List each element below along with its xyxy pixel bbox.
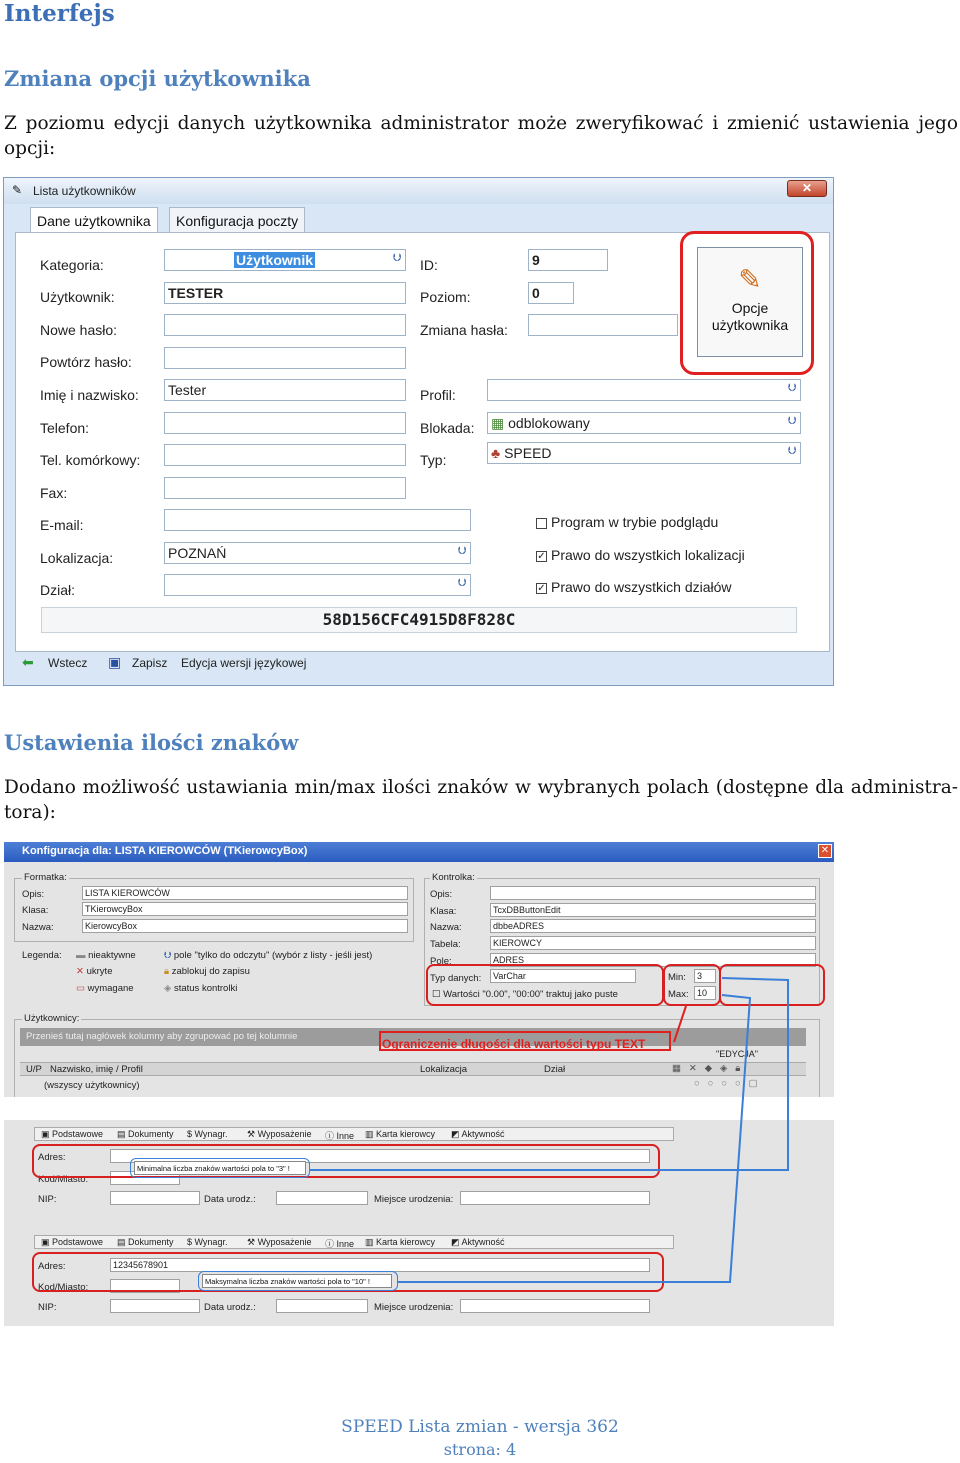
label-imie-nazwisko: Imię i nazwisko:	[40, 387, 139, 403]
tab-dokumenty[interactable]: ▤ Dokumenty	[117, 1237, 174, 1247]
poziom-field: 0	[528, 282, 574, 304]
tab-label: Dokumenty	[128, 1129, 174, 1139]
tab-label: Aktywność	[461, 1129, 505, 1139]
form2-miejsce-label: Miejsce urodzenia:	[374, 1302, 454, 1313]
label-zmiana-hasla: Zmiana hasła:	[420, 322, 508, 338]
annotation-text: Ograniczenie długości dla wartości typu TEXT	[382, 1037, 646, 1051]
user-hash: 58D156CFC4915D8F828C	[41, 607, 797, 633]
typ-danych-select[interactable]: VarChar	[490, 969, 636, 983]
id-field: 9	[528, 249, 608, 271]
powtorz-haslo-field[interactable]	[164, 347, 406, 369]
email-field[interactable]	[164, 509, 471, 531]
tab-label: Wyposażenie	[257, 1129, 312, 1139]
min-field[interactable]: 3	[694, 969, 716, 983]
kontrolka-nazwa: dbbeADRES	[490, 919, 816, 933]
form2-tooltip: Maksymalna liczba znaków wartości pola to "10" !	[202, 1274, 392, 1288]
tab-karta[interactable]: ▥ Karta kierowcy	[365, 1237, 436, 1247]
kategoria-value: Użytkownik	[236, 252, 314, 268]
label-nazwa: Nazwa:	[22, 922, 54, 933]
edit-language-button[interactable]: Edycja wersji językowej	[181, 656, 307, 670]
tab-dane-uzytkownika[interactable]: Dane użytkownika	[30, 207, 158, 234]
form2-adres-label: Adres:	[38, 1261, 66, 1272]
annotation-box	[380, 1032, 670, 1050]
label-typ-danych: Typ danych:	[430, 973, 482, 984]
tab-label: Inne	[336, 1239, 355, 1249]
readonly-icon: ⮋	[164, 950, 172, 961]
page-heading: Interfejs	[4, 0, 115, 27]
tab-aktywnosc[interactable]: ◩ Aktywność	[451, 1129, 505, 1139]
formatka-label: Formatka:	[24, 872, 67, 883]
label-nazwa: Nazwa:	[430, 922, 462, 933]
tab-label: Aktywność	[461, 1237, 505, 1247]
tab-karta[interactable]: ▥ Karta kierowcy	[365, 1129, 436, 1139]
form2-data-label: Data urodz.:	[204, 1302, 256, 1313]
tab-label: Dokumenty	[128, 1237, 174, 1247]
uzytkownicy-label: Użytkownicy:	[24, 1013, 80, 1024]
tab-wynagr[interactable]: $ Wynagr.	[187, 1237, 228, 1247]
legend-text: status kontrolki	[173, 983, 238, 994]
legend-text: wymagane	[87, 983, 134, 994]
checkbox-wartosci-label: Wartości "0.00", "00:00" traktuj jako puste	[443, 989, 618, 1000]
legenda-label: Legenda:	[22, 950, 62, 961]
checkbox-box[interactable]	[536, 518, 547, 529]
user-options-label: Opcje użytkownika	[711, 300, 789, 333]
grid-icons: ▦ ✕ ◆ ◈ 🔒︎	[672, 1063, 741, 1074]
tab-label: Wynagr.	[194, 1129, 228, 1139]
checkbox-prawo-lokalizacji[interactable]	[536, 547, 745, 563]
label-lokalizacja: Lokalizacja:	[40, 550, 114, 566]
save-icon: ▣	[108, 654, 122, 670]
tel-komorkowy-field[interactable]	[164, 444, 406, 466]
dzial-select[interactable]	[164, 574, 471, 596]
label-telefon: Telefon:	[40, 420, 90, 436]
checkbox-wartosci[interactable]: ☐ Wartości "0.00", "00:00" traktuj jako puste	[432, 989, 618, 1000]
formatka-klasa: TKierowcyBox	[82, 902, 408, 916]
checkbox-box[interactable]: ✓	[537, 582, 546, 594]
lokalizacja-select[interactable]	[164, 542, 471, 564]
window1-titlebar	[4, 178, 833, 204]
label-typ: Typ:	[420, 452, 447, 468]
section1-title: Zmiana opcji użytkownika	[4, 66, 311, 91]
label-min: Min:	[668, 972, 686, 983]
clipboard-icon: ✎	[738, 264, 762, 295]
nowe-haslo-field[interactable]	[164, 314, 406, 336]
max-field[interactable]: 10	[694, 986, 716, 1000]
close-button[interactable]: ✕	[787, 180, 827, 197]
window1-title: Lista użytkowników	[33, 184, 136, 198]
telefon-field[interactable]	[164, 412, 406, 434]
form2-kod-label: Kod/Miasto:	[38, 1282, 89, 1293]
form1-nip-label: NIP:	[38, 1194, 57, 1205]
dropdown-icon[interactable]: ⮋	[457, 545, 467, 557]
unlock-icon: ▦	[491, 415, 505, 431]
formatka-opis: LISTA KIEROWCÓW	[82, 886, 408, 900]
section2-title: Ustawienia ilości znaków	[4, 730, 299, 755]
zmiana-hasla-field[interactable]	[528, 314, 678, 336]
uzytkownik-field[interactable]: TESTER	[164, 282, 406, 304]
inactive-icon: ▬	[76, 950, 86, 961]
tab-dokumenty[interactable]: ▤ Dokumenty	[117, 1129, 174, 1139]
checkbox-label: Prawo do wszystkich działów	[551, 579, 732, 595]
col-lokalizacja[interactable]: Lokalizacja	[420, 1064, 467, 1075]
required-icon: ▭	[76, 983, 85, 994]
section2-text: Dodano możliwość ustawiania min/max ilości znaków w wybranych polach (dostępne dla administra-tora):	[4, 777, 958, 823]
tab-label: Karta kierowcy	[376, 1129, 436, 1139]
kontrolka-klasa: TcxDBButtonEdit	[490, 903, 816, 917]
tab-wynagr[interactable]: $ Wynagr.	[187, 1129, 228, 1139]
label-uzytkownik: Użytkownik:	[40, 289, 115, 305]
form1-adres-label: Adres:	[38, 1152, 66, 1163]
blokada-value: odblokowany	[508, 415, 590, 431]
fax-field[interactable]	[164, 477, 406, 499]
label-tel-komorkowy: Tel. komórkowy:	[40, 452, 141, 468]
col-up[interactable]: U/P	[26, 1064, 42, 1075]
formatka-nazwa: KierowcyBox	[82, 919, 408, 933]
legend-text: zablokuj do zapisu	[171, 966, 250, 977]
legend-text: nieaktywne	[88, 950, 136, 961]
annotation-arrows	[4, 842, 834, 1326]
checkbox-label: Prawo do wszystkich lokalizacji	[551, 547, 745, 563]
lock-icon: 🔒︎	[164, 966, 170, 977]
tab-konfiguracja-poczty[interactable]: Konfiguracja poczty	[169, 207, 305, 233]
arrow-max	[398, 995, 750, 1282]
config-window	[4, 842, 834, 1326]
users-icon: ♣	[491, 445, 501, 461]
grid-row[interactable]: (wszyscy użytkownicy)	[44, 1080, 140, 1091]
tab-wyposazenie[interactable]: ⚒ Wyposażenie	[247, 1237, 312, 1247]
arrow-annotation	[674, 1006, 686, 1042]
legend-text: pole "tylko do odczytu" (wybór z listy - jeśli jest)	[173, 950, 373, 961]
imie-nazwisko-field[interactable]: Tester	[164, 379, 406, 401]
label-blokada: Blokada:	[420, 420, 475, 436]
tab-inne[interactable]: ⓘ Inne	[325, 1131, 355, 1141]
typ-select[interactable]	[487, 442, 801, 464]
label-opis: Opis:	[430, 889, 453, 900]
label-fax: Fax:	[40, 485, 68, 501]
label-kategoria: Kategoria:	[40, 257, 104, 273]
form2-adres-field[interactable]: 12345678901	[110, 1258, 650, 1272]
dropdown-icon[interactable]: ⮋	[392, 252, 402, 264]
section1-text: Z poziomu edycji danych użytkownika administrator może zweryfikować i zmienić ustawienia jego opcji:	[4, 113, 958, 159]
user-form-panel	[15, 232, 830, 652]
blokada-select[interactable]	[487, 412, 801, 434]
profil-select[interactable]	[487, 379, 801, 401]
tab-label: Wyposażenie	[257, 1237, 312, 1247]
form1-tooltip: Minimalna liczba znaków wartości pola to "3" !	[134, 1161, 306, 1175]
user-list-window	[3, 177, 834, 686]
form1-data-label: Data urodz.:	[204, 1194, 256, 1205]
label-profil: Profil:	[420, 387, 456, 403]
tab-label: Inne	[336, 1131, 355, 1141]
tab-label: Wynagr.	[194, 1237, 228, 1247]
checkbox-prawo-dzialow[interactable]	[536, 579, 732, 595]
col-dzial[interactable]: Dział	[544, 1064, 566, 1075]
label-pole: Pole:	[430, 956, 452, 967]
tab-wyposazenie[interactable]: ⚒ Wyposażenie	[247, 1129, 312, 1139]
form1-miejsce-label: Miejsce urodzenia:	[374, 1194, 454, 1205]
footer-page: strona: 4	[443, 1440, 517, 1459]
label-poziom: Poziom:	[420, 289, 471, 305]
label-klasa: Klasa:	[22, 905, 49, 916]
checkbox-box[interactable]: ✓	[537, 550, 546, 562]
dropdown-icon[interactable]: ⮋	[787, 382, 797, 394]
kontrolka-tabela: KIEROWCY	[490, 936, 816, 950]
label-email: E-mail:	[40, 517, 84, 533]
label-tabela: Tabela:	[430, 939, 461, 950]
kontrolka-label: Kontrolka:	[432, 872, 475, 883]
typ-value: SPEED	[504, 445, 552, 461]
back-arrow-icon: ⬅	[22, 654, 34, 670]
close-button[interactable]: ✕	[818, 844, 832, 858]
label-klasa: Klasa:	[430, 906, 457, 917]
label-powtorz-haslo: Powtórz hasło:	[40, 354, 132, 370]
checkbox-program-podglad[interactable]	[536, 514, 718, 530]
label-nowe-haslo: Nowe hasło:	[40, 322, 118, 338]
arrow-min	[310, 978, 788, 1170]
checkbox-label: Program w trybie podglądu	[551, 514, 719, 530]
dropdown-icon[interactable]: ⮋	[787, 445, 797, 457]
highlight-circle	[680, 231, 814, 375]
label-max: Max:	[668, 989, 689, 1000]
tab-label: Podstawowe	[52, 1237, 104, 1247]
edycja-header: "EDYCJA"	[716, 1049, 758, 1059]
tab-podstawowe[interactable]: ▣ Podstawowe	[41, 1129, 104, 1139]
label-id: ID:	[420, 257, 438, 273]
lokalizacja-value: POZNAŃ	[168, 545, 227, 561]
dropdown-icon[interactable]: ⮋	[787, 415, 797, 427]
legend-text: ukryte	[86, 966, 113, 977]
kontrolka-pole: ADRES	[490, 953, 816, 967]
save-button[interactable]: Zapisz	[132, 656, 168, 670]
status-icon: ◈	[164, 983, 172, 994]
back-button[interactable]: Wstecz	[48, 656, 88, 670]
tab-aktywnosc[interactable]: ◩ Aktywność	[451, 1237, 505, 1247]
label-dzial: Dział:	[40, 582, 76, 598]
app-icon: ✎	[12, 183, 23, 197]
tab-label: Karta kierowcy	[376, 1237, 436, 1247]
tab-podstawowe[interactable]: ▣ Podstawowe	[41, 1237, 104, 1247]
group-hint: Przenieś tutaj nagłówek kolumny aby zgrupować po tej kolumnie	[26, 1031, 298, 1042]
row-radios[interactable]: ○ ○ ○ ○ ▢	[694, 1078, 758, 1089]
dropdown-icon[interactable]: ⮋	[457, 577, 467, 589]
col-nazwisko[interactable]: Nazwisko, imię / Profil	[50, 1064, 143, 1075]
footer-title: SPEED Lista zmian - wersja 362	[341, 1417, 619, 1437]
form1-kod-label: Kod/Miasto:	[38, 1174, 89, 1185]
hidden-icon: ✕	[76, 966, 84, 977]
kategoria-select[interactable]	[164, 249, 406, 271]
label-opis: Opis:	[22, 889, 45, 900]
tab-inne[interactable]: ⓘ Inne	[325, 1239, 355, 1249]
tab-label: Podstawowe	[52, 1129, 104, 1139]
window2-title: Konfiguracja dla: LISTA KIEROWCÓW (TKierowcyBox)	[22, 845, 308, 857]
form2-nip-label: NIP:	[38, 1302, 57, 1313]
